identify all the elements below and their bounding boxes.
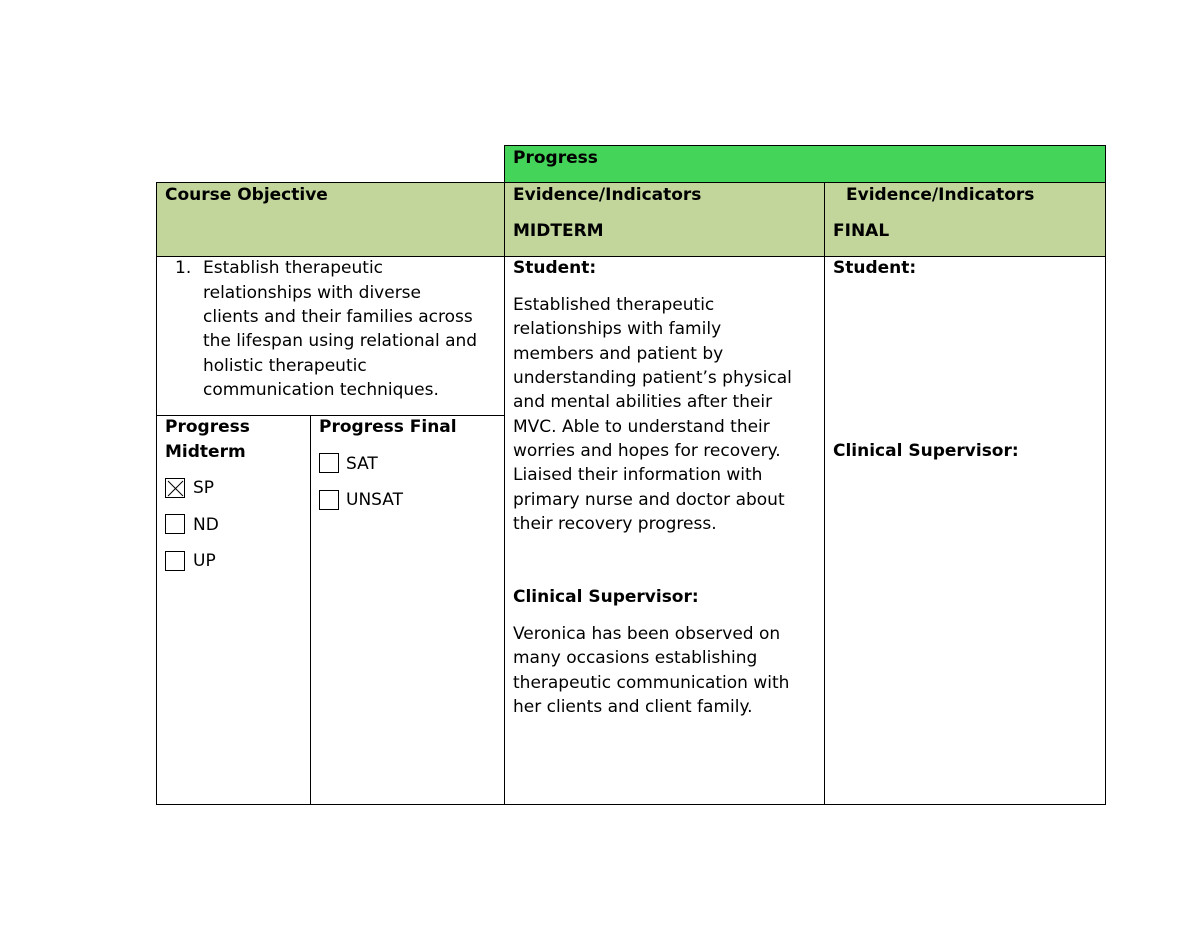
midterm-student-line: Liaised their information with <box>513 465 763 485</box>
course-objective-header: Course Objective <box>165 185 328 205</box>
final-supervisor-label: Clinical Supervisor: <box>833 441 1019 461</box>
up-label: UP <box>193 551 216 571</box>
final-evidence-header: Evidence/Indicators <box>846 185 1035 205</box>
progress-final-title: Progress Final <box>319 417 457 437</box>
midterm-student-line: members and patient by <box>513 344 724 364</box>
grid-line <box>504 145 505 805</box>
grid-line <box>824 182 825 805</box>
midterm-supervisor-line: Veronica has been observed on <box>513 624 781 644</box>
midterm-supervisor-label: Clinical Supervisor: <box>513 587 699 607</box>
checkbox-cross-icon <box>166 479 186 499</box>
grid-line <box>156 182 157 805</box>
midterm-student-line: relationships with family <box>513 319 722 339</box>
sat-checkbox[interactable] <box>319 453 339 473</box>
progress-header: Progress <box>513 148 598 168</box>
nd-checkbox[interactable] <box>165 514 185 534</box>
midterm-student-line: their recovery progress. <box>513 514 717 534</box>
midterm-student-line: primary nurse and doctor about <box>513 490 785 510</box>
midterm-student-line: worries and hopes for recovery. <box>513 441 781 461</box>
sp-label: SP <box>193 478 215 498</box>
sat-label: SAT <box>346 454 378 474</box>
midterm-student-label: Student: <box>513 258 597 278</box>
progress-midterm-title: Progress <box>165 417 250 437</box>
unsat-label: UNSAT <box>346 490 403 510</box>
grid-line <box>156 804 1106 805</box>
midterm-supervisor-line: many occasions establishing <box>513 648 758 668</box>
objective-line: relationships with diverse <box>203 282 421 303</box>
nd-label: ND <box>193 515 219 535</box>
grid-line <box>1105 145 1106 805</box>
midterm-evidence-header: Evidence/Indicators <box>513 185 702 205</box>
midterm-student-line: MVC. Able to understand their <box>513 416 770 437</box>
objective-line: Establish therapeutic <box>203 258 384 278</box>
objective-line: clients and their families across <box>203 307 473 327</box>
objective-line: the lifespan using relational and <box>203 331 478 351</box>
objective-line: holistic therapeutic <box>203 355 367 376</box>
unsat-checkbox[interactable] <box>319 490 339 510</box>
grid-line <box>310 415 311 805</box>
progress-midterm-title: Midterm <box>165 442 246 462</box>
final-student-label: Student: <box>833 258 917 278</box>
final-label: FINAL <box>833 221 890 241</box>
midterm-supervisor-line: therapeutic communication with <box>513 672 790 693</box>
midterm-student-line: and mental abilities after their <box>513 392 773 412</box>
objective-number: 1. <box>175 258 192 278</box>
midterm-label: MIDTERM <box>513 221 604 241</box>
midterm-student-line: understanding patient’s physical <box>513 368 792 388</box>
midterm-supervisor-line: her clients and client family. <box>513 697 753 717</box>
up-checkbox[interactable] <box>165 551 185 571</box>
sp-checkbox[interactable] <box>165 478 185 498</box>
objective-line: communication techniques. <box>203 380 439 400</box>
midterm-student-line: Established therapeutic <box>513 295 715 315</box>
